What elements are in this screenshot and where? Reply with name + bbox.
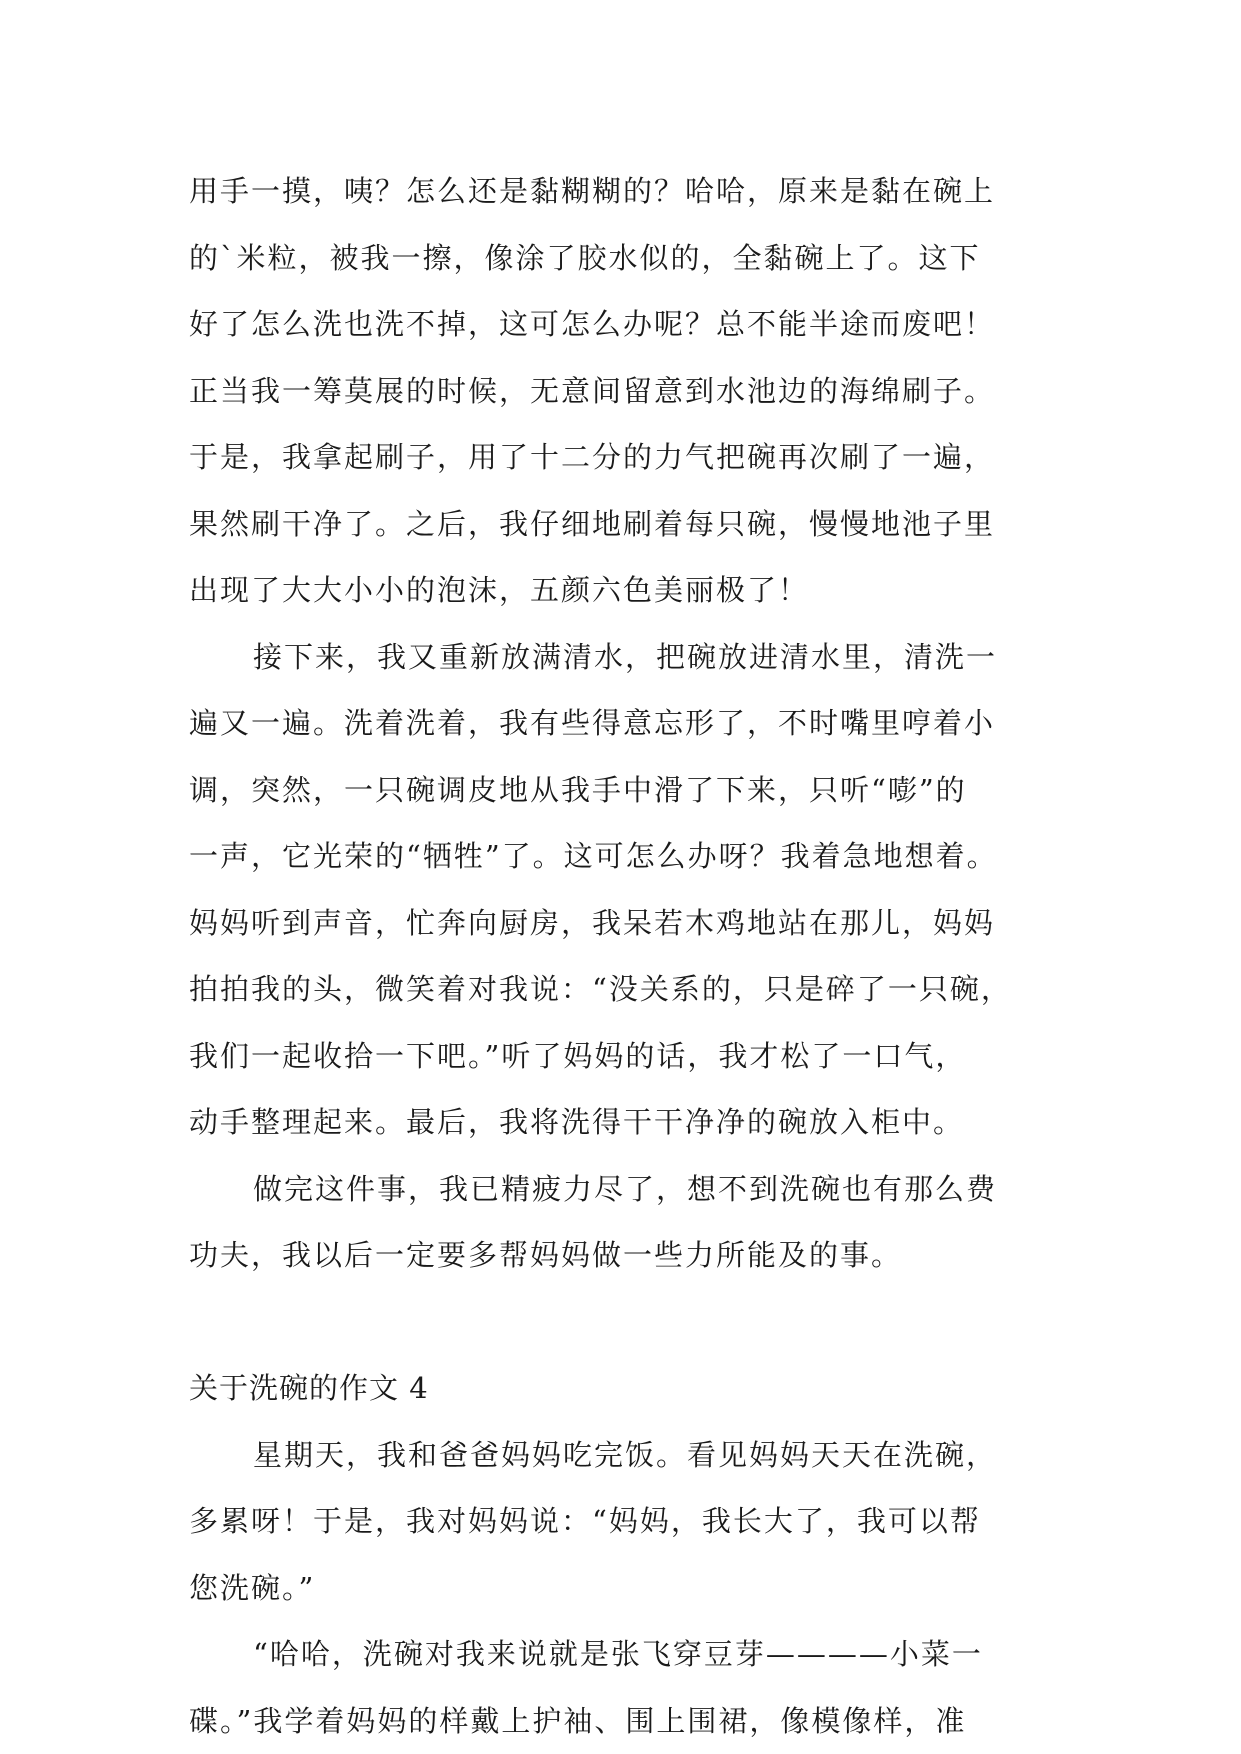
text-line: 用手一摸，咦？怎么还是黏糊糊的？哈哈，原来是黏在碗上 (189, 174, 996, 208)
text-line: 碟。”我学着妈妈的样戴上护袖、围上围裙，像模像样，准 (189, 1703, 967, 1738)
paragraph (189, 158, 1069, 624)
paragraph (189, 624, 1069, 1156)
text-line: 果然刷干净了。之后，我仔细地刷着每只碗，慢慢地池子里 (189, 506, 996, 541)
paragraph (189, 1621, 1069, 1754)
paragraph (189, 1156, 1069, 1289)
text-line: 于是，我拿起刷子，用了十二分的力气把碗再次刷了一遍， (189, 440, 996, 474)
text-line: “哈哈，洗碗对我来说就是张飞穿豆芽————小菜一 (253, 1637, 983, 1671)
text-line: 妈妈听到声音，忙奔向厨房，我呆若木鸡地站在那儿，妈妈 (189, 905, 996, 940)
text-line: 正当我一筹莫展的时候，无意间留意到水池边的海绵刷子。 (189, 373, 996, 408)
text-line: 星期天，我和爸爸妈妈吃完饭。看见妈妈天天在洗碗， (253, 1437, 998, 1472)
text-line: 我们一起收拾一下吧。”听了妈妈的话，我才松了一口气， (189, 1038, 967, 1073)
paragraph (189, 1422, 1069, 1622)
text-line: 出现了大大小小的泡沫，五颜六色美丽极了！ (189, 573, 810, 607)
text-line: 调，突然，一只碗调皮地从我手中滑了下来，只听“嘭”的 (189, 772, 967, 807)
text-line: 做完这件事，我已精疲力尽了，想不到洗碗也有那么费 (253, 1171, 998, 1206)
text-line: 一声，它光荣的“牺牲”了。这可怎么办呀？我着急地想着。 (189, 839, 998, 873)
section-title: 关于洗碗的作文 4 (189, 1371, 429, 1405)
text-line: 动手整理起来。最后，我将洗得干干净净的碗放入柜中。 (189, 1105, 965, 1139)
text-line: 的`米粒，被我一擦，像涂了胶水似的，全黏碗上了。这下 (189, 240, 981, 275)
text-line: 好了怎么洗也洗不掉，这可怎么办呢？总不能半途而废吧！ (189, 307, 996, 341)
text-line: 拍拍我的头，微笑着对我说：“没关系的，只是碎了一只碗， (189, 972, 1012, 1006)
blank-line (189, 1289, 1069, 1356)
text-line: 遍又一遍。洗着洗着，我有些得意忘形了，不时嘴里哼着小 (189, 706, 996, 740)
text-line: 功夫，我以后一定要多帮妈妈做一些力所能及的事。 (189, 1238, 903, 1272)
text-line: 接下来，我又重新放满清水，把碗放进清水里，清洗一 (253, 639, 998, 674)
text-line: 多累呀！于是，我对妈妈说：“妈妈，我长大了，我可以帮 (189, 1504, 981, 1538)
text-line: 您洗碗。” (189, 1570, 316, 1605)
document-body (189, 158, 1069, 1754)
